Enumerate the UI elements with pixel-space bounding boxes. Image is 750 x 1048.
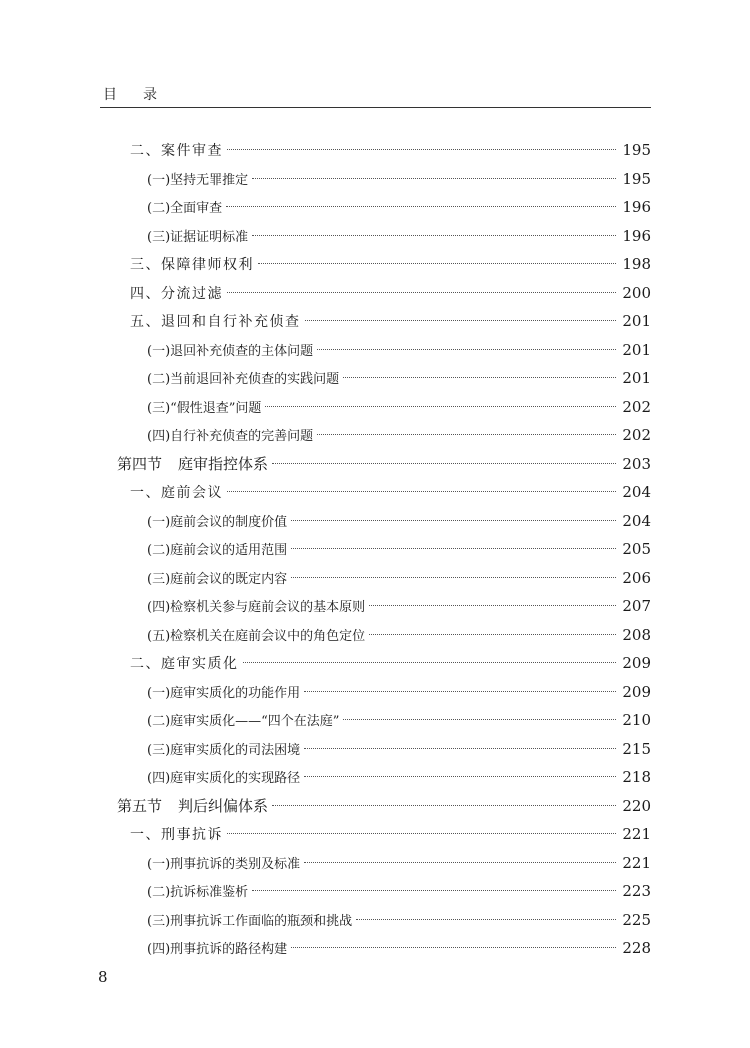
toc-page-number: 207 — [622, 597, 651, 615]
toc-subentry — [147, 165, 651, 193]
toc-entry-label — [117, 792, 268, 820]
toc-entry-text: 五、退回和自行补充侦查 — [130, 314, 301, 330]
toc-subentry — [147, 763, 651, 791]
dot-leader — [272, 805, 616, 806]
toc-subentry — [147, 364, 651, 392]
toc-subentry — [147, 592, 651, 620]
toc-entry-text: (四)自行补充侦查的完善问题 — [147, 429, 314, 444]
toc-entry-text: (一)退回补充侦查的主体问题 — [147, 343, 314, 359]
dot-leader — [227, 491, 616, 492]
toc-page-number: 200 — [622, 283, 651, 302]
dot-leader — [305, 320, 617, 321]
toc-page-number: 195 — [622, 169, 651, 188]
toc-subentry — [147, 222, 651, 250]
toc-page-number: 204 — [622, 511, 651, 530]
toc-page-number: 201 — [622, 369, 651, 387]
toc-entry-text: 一、庭前会议 — [130, 485, 223, 501]
toc-entry-label — [147, 765, 300, 793]
toc-entry-label — [130, 479, 223, 507]
header-rule — [100, 107, 651, 108]
toc-subentry — [147, 507, 651, 535]
toc-subentry — [147, 877, 651, 905]
toc-subentry — [147, 706, 651, 734]
toc-subentry — [147, 934, 651, 962]
page-number: 8 — [98, 968, 108, 986]
toc-entry-label — [130, 821, 223, 849]
toc-entry-label — [147, 423, 313, 451]
toc-entry-text: (一)庭前会议的制度价值 — [147, 514, 288, 530]
toc-chapter-entry — [130, 250, 651, 278]
toc-page-number: 205 — [622, 540, 651, 558]
toc-entry-label — [147, 167, 248, 195]
toc-entry-text: (二)庭前会议的适用范围 — [147, 543, 288, 558]
dot-leader — [252, 890, 616, 891]
dot-leader — [304, 691, 616, 692]
toc-page-number: 223 — [622, 882, 651, 900]
toc-entry-text: 二、案件审查 — [130, 143, 223, 159]
dot-leader — [291, 947, 616, 948]
toc-page-number: 225 — [622, 910, 651, 929]
dot-leader — [265, 406, 616, 407]
toc-entry-label — [130, 308, 301, 336]
toc-entry-text: (一)庭审实质化的功能作用 — [147, 685, 301, 701]
toc-entry-text: (四)刑事抗诉的路径构建 — [147, 942, 288, 957]
toc-subentry — [147, 193, 651, 221]
toc-entry-text: (三)庭审实质化的司法困境 — [147, 742, 301, 758]
dot-leader — [304, 862, 616, 863]
dot-leader — [304, 776, 616, 777]
toc-section-entry — [117, 792, 651, 820]
toc-page-number: 209 — [622, 682, 651, 701]
toc-entry-text: (二)全面审查 — [147, 201, 223, 216]
toc-entry-text: (三)刑事抗诉工作面临的瓶颈和挑战 — [147, 913, 353, 929]
toc-page-number: 201 — [622, 340, 651, 359]
toc-section-title: 判后纠偏体系 — [178, 796, 269, 815]
toc-subentry — [147, 421, 651, 449]
toc-subentry — [147, 906, 651, 934]
toc-entry-text: (一)刑事抗诉的类别及标准 — [147, 856, 301, 872]
toc-entry-label — [147, 395, 261, 423]
dot-leader — [343, 377, 616, 378]
dot-leader — [291, 548, 616, 549]
toc-entry-text: (三)“假性退查”问题 — [147, 400, 262, 416]
toc-page-number: 203 — [622, 454, 651, 473]
toc-entry-label — [130, 650, 239, 678]
toc-entry-label — [130, 137, 223, 165]
toc-entry-label — [130, 280, 223, 308]
toc-entry-text: 第四节 — [117, 454, 163, 473]
toc-entry-text: 一、刑事抗诉 — [130, 827, 223, 843]
dot-leader — [304, 748, 616, 749]
toc-page-number: 201 — [622, 312, 651, 330]
toc-entry-label — [147, 195, 222, 223]
toc-chapter-entry — [130, 820, 651, 848]
dot-leader — [227, 292, 616, 293]
toc-entry-label — [147, 623, 365, 651]
toc-subentry — [147, 849, 651, 877]
toc-section-title: 庭审指控体系 — [178, 454, 269, 473]
dot-leader — [317, 349, 616, 350]
toc-entry-label — [147, 908, 352, 936]
toc-chapter-entry — [130, 136, 651, 164]
toc-entry-text: (二)抗诉标准鉴析 — [147, 885, 249, 900]
dot-leader — [343, 719, 616, 720]
dot-leader — [227, 149, 616, 150]
toc-entry-text: 第五节 — [117, 796, 163, 815]
toc-entry-label — [147, 224, 248, 252]
toc-page-number: 221 — [622, 853, 651, 872]
dot-leader — [369, 605, 616, 606]
toc-page-number: 198 — [622, 255, 651, 273]
toc-chapter-entry — [130, 279, 651, 307]
toc-page-number: 215 — [622, 739, 651, 758]
dot-leader — [243, 662, 617, 663]
dot-leader — [369, 634, 616, 635]
toc-entry-text: (三)证据证明标准 — [147, 229, 249, 245]
toc-page-number: 204 — [622, 483, 651, 501]
toc-page-number: 209 — [622, 654, 651, 672]
toc-page-number: 196 — [622, 226, 651, 245]
toc-entry-text: (五)检察机关在庭前会议中的角色定位 — [147, 628, 366, 644]
toc-entry-label — [147, 936, 287, 964]
toc-subentry — [147, 535, 651, 563]
dot-leader — [291, 577, 616, 578]
toc-subentry — [147, 393, 651, 421]
toc-page-number: 202 — [622, 397, 651, 416]
dot-leader — [252, 235, 616, 236]
toc-page-number: 228 — [622, 939, 651, 957]
toc-entry-text: (二)庭审实质化——“四个在法庭” — [147, 714, 340, 729]
toc-entry-label — [147, 737, 300, 765]
toc-section-entry — [117, 450, 651, 478]
toc-entry-label — [147, 566, 287, 594]
toc-entry-label — [147, 851, 300, 879]
toc-page-number: 210 — [622, 711, 651, 729]
toc-entry-label — [147, 338, 313, 366]
toc-page-number: 220 — [622, 796, 651, 815]
toc-entry-text: 二、庭审实质化 — [130, 656, 239, 672]
dot-leader — [258, 263, 616, 264]
running-header: 目录 — [103, 87, 183, 103]
toc-entry-label — [147, 594, 365, 622]
toc-page-number: 206 — [622, 568, 651, 587]
toc-subentry — [147, 735, 651, 763]
dot-leader — [272, 463, 616, 464]
toc-page-number: 221 — [622, 825, 651, 843]
toc-entry-label — [147, 680, 300, 708]
dot-leader — [226, 206, 616, 207]
toc-entry-text: (二)当前退回补充侦查的实践问题 — [147, 372, 340, 387]
dot-leader — [356, 919, 616, 920]
toc-chapter-entry — [130, 478, 651, 506]
toc-subentry — [147, 678, 651, 706]
toc-entry-text: 四、分流过滤 — [130, 285, 223, 302]
toc-entry-text: (一)坚持无罪推定 — [147, 172, 249, 188]
toc-entry-label — [147, 708, 339, 736]
toc-subentry — [147, 564, 651, 592]
dot-leader — [291, 520, 616, 521]
dot-leader — [227, 833, 616, 834]
toc-entry-label — [147, 366, 339, 394]
toc-subentry — [147, 336, 651, 364]
dot-leader — [317, 434, 616, 435]
toc-page-number: 196 — [622, 198, 651, 216]
dot-leader — [252, 178, 616, 179]
toc-entry-label — [130, 251, 254, 279]
toc-subentry — [147, 621, 651, 649]
toc-entry-text: (四)检察机关参与庭前会议的基本原则 — [147, 600, 366, 615]
toc-chapter-entry — [130, 307, 651, 335]
toc-entry-label — [147, 537, 287, 565]
toc-entry-text: (四)庭审实质化的实现路径 — [147, 771, 301, 786]
toc-page-number: 208 — [622, 625, 651, 644]
toc-entry-label — [117, 450, 268, 478]
toc-page-number: 195 — [622, 141, 651, 159]
toc-chapter-entry — [130, 649, 651, 677]
toc-entry-text: (三)庭前会议的既定内容 — [147, 571, 288, 587]
toc-page-number: 218 — [622, 768, 651, 786]
toc-page-number: 202 — [622, 426, 651, 444]
toc-entry-label — [147, 509, 287, 537]
toc-entry-label — [147, 879, 248, 907]
toc-entry-text: 三、保障律师权利 — [130, 257, 254, 273]
